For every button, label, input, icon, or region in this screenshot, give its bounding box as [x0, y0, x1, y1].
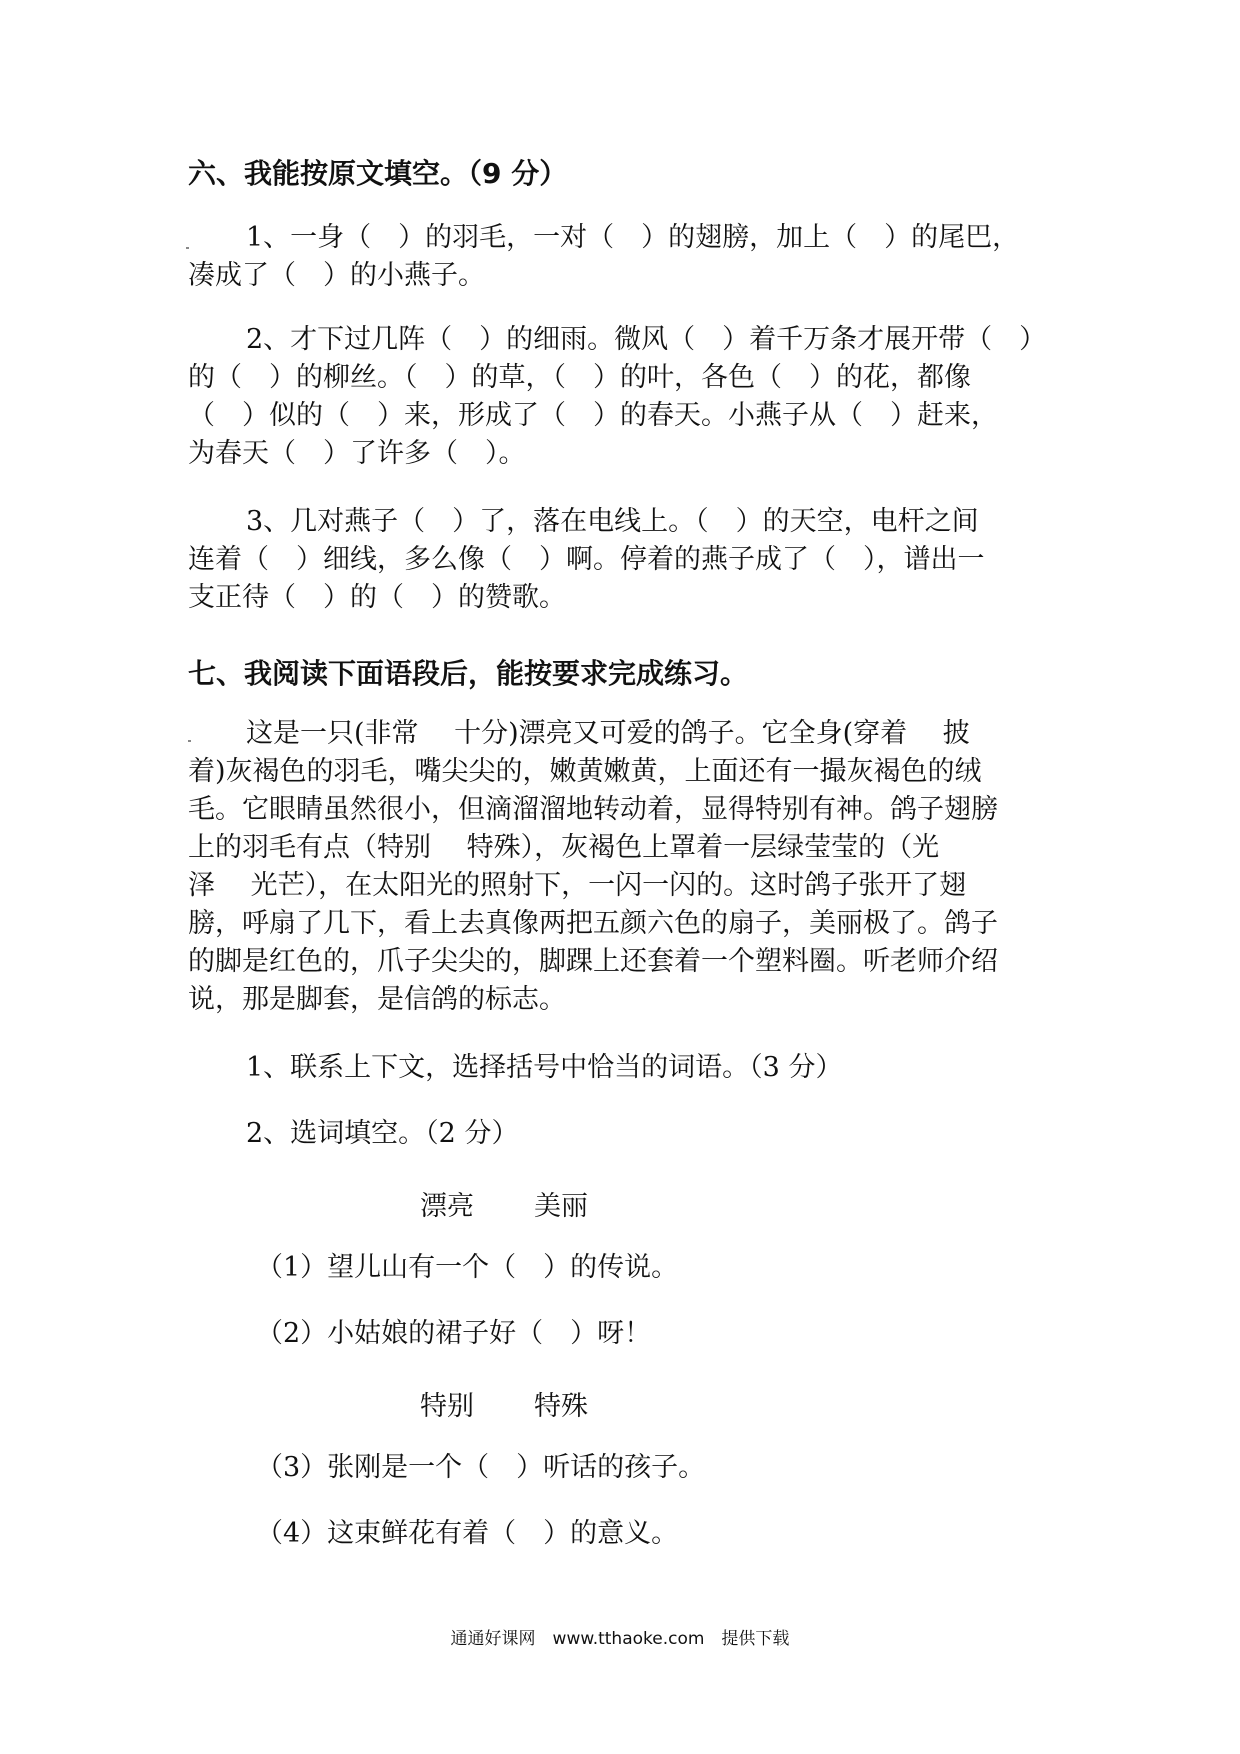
- passage-line-6: 膀，呼扇了几下，看上去真像两把五颜六色的扇子，美丽极了。鸽子: [188, 908, 998, 939]
- fill-item-3: （3）张刚是一个（ ）听话的孩子。: [256, 1452, 706, 1483]
- fill-item-4: （4）这束鲜花有着（ ）的意义。: [256, 1518, 679, 1549]
- word-option: 漂亮: [420, 1191, 474, 1222]
- passage-line-2: 着)灰褐色的羽毛，嘴尖尖的，嫩黄嫩黄，上面还有一撮灰褐色的绒: [188, 756, 982, 787]
- section-7-title: 七、我阅读下面语段后，能按要求完成练习。: [188, 657, 749, 690]
- q1-line-1: 1、一身（ ）的羽毛，一对（ ）的翅膀，加上（ ）的尾巴，: [246, 222, 1020, 253]
- passage-line-4: 上的羽毛有点（特别 特殊），灰褐色上罩着一层绿莹莹的（光: [188, 832, 940, 863]
- word-options-b: [420, 1384, 588, 1423]
- passage-line-8: 说，那是脚套，是信鸽的标志。: [188, 984, 566, 1015]
- passage-line-3: 毛。它眼睛虽然很小，但滴溜溜地转动着，显得特别有神。鸽子翅膀: [188, 794, 998, 825]
- task-1: 1、联系上下文，选择括号中恰当的词语。（3 分）: [246, 1052, 843, 1083]
- scan-speck: [186, 247, 189, 249]
- task-2: 2、选词填空。（2 分）: [246, 1118, 519, 1149]
- passage-line-5: 泽 光芒），在太阳光的照射下，一闪一闪的。这时鸽子张开了翅: [188, 870, 967, 901]
- word-option: 特别: [420, 1391, 474, 1422]
- footer-source: 通通好课网 www.tthaoke.com 提供下载: [450, 1629, 790, 1649]
- q1-line-2: 凑成了（ ）的小燕子。: [188, 260, 485, 291]
- scan-speck: [188, 740, 191, 742]
- fill-item-1: （1）望儿山有一个（ ）的传说。: [256, 1252, 679, 1283]
- word-option: 特殊: [534, 1391, 588, 1422]
- q2-line-3: （ ）似的（ ）来，形成了（ ）的春天。小燕子从（ ）赶来，: [188, 400, 998, 431]
- q2-line-4: 为春天（ ）了许多（ ）。: [188, 438, 526, 469]
- q2-line-1: 2、才下过几阵（ ）的细雨。微风（ ）着千万条才展开带（ ）: [246, 324, 1047, 355]
- q3-line-2: 连着（ ）细线，多么像（ ）啊。停着的燕子成了（ ），谱出一: [188, 544, 985, 575]
- fill-item-2: （2）小姑娘的裙子好（ ）呀！: [256, 1318, 652, 1349]
- q3-line-1: 3、几对燕子（ ）了，落在电线上。（ ）的天空，电杆之间: [246, 506, 979, 537]
- q3-line-3: 支正待（ ）的（ ）的赞歌。: [188, 582, 566, 613]
- word-options-a: [420, 1184, 588, 1223]
- passage-line-7: 的脚是红色的，爪子尖尖的，脚踝上还套着一个塑料圈。听老师介绍: [188, 946, 998, 977]
- word-option: 美丽: [534, 1191, 588, 1222]
- passage-line-1: 这是一只(非常 十分)漂亮又可爱的鸽子。它全身(穿着 披: [246, 718, 970, 749]
- q2-line-2: 的（ ）的柳丝。（ ）的草，（ ）的叶，各色（ ）的花，都像: [188, 362, 971, 393]
- section-6-title: 六、我能按原文填空。（9 分）: [188, 157, 568, 190]
